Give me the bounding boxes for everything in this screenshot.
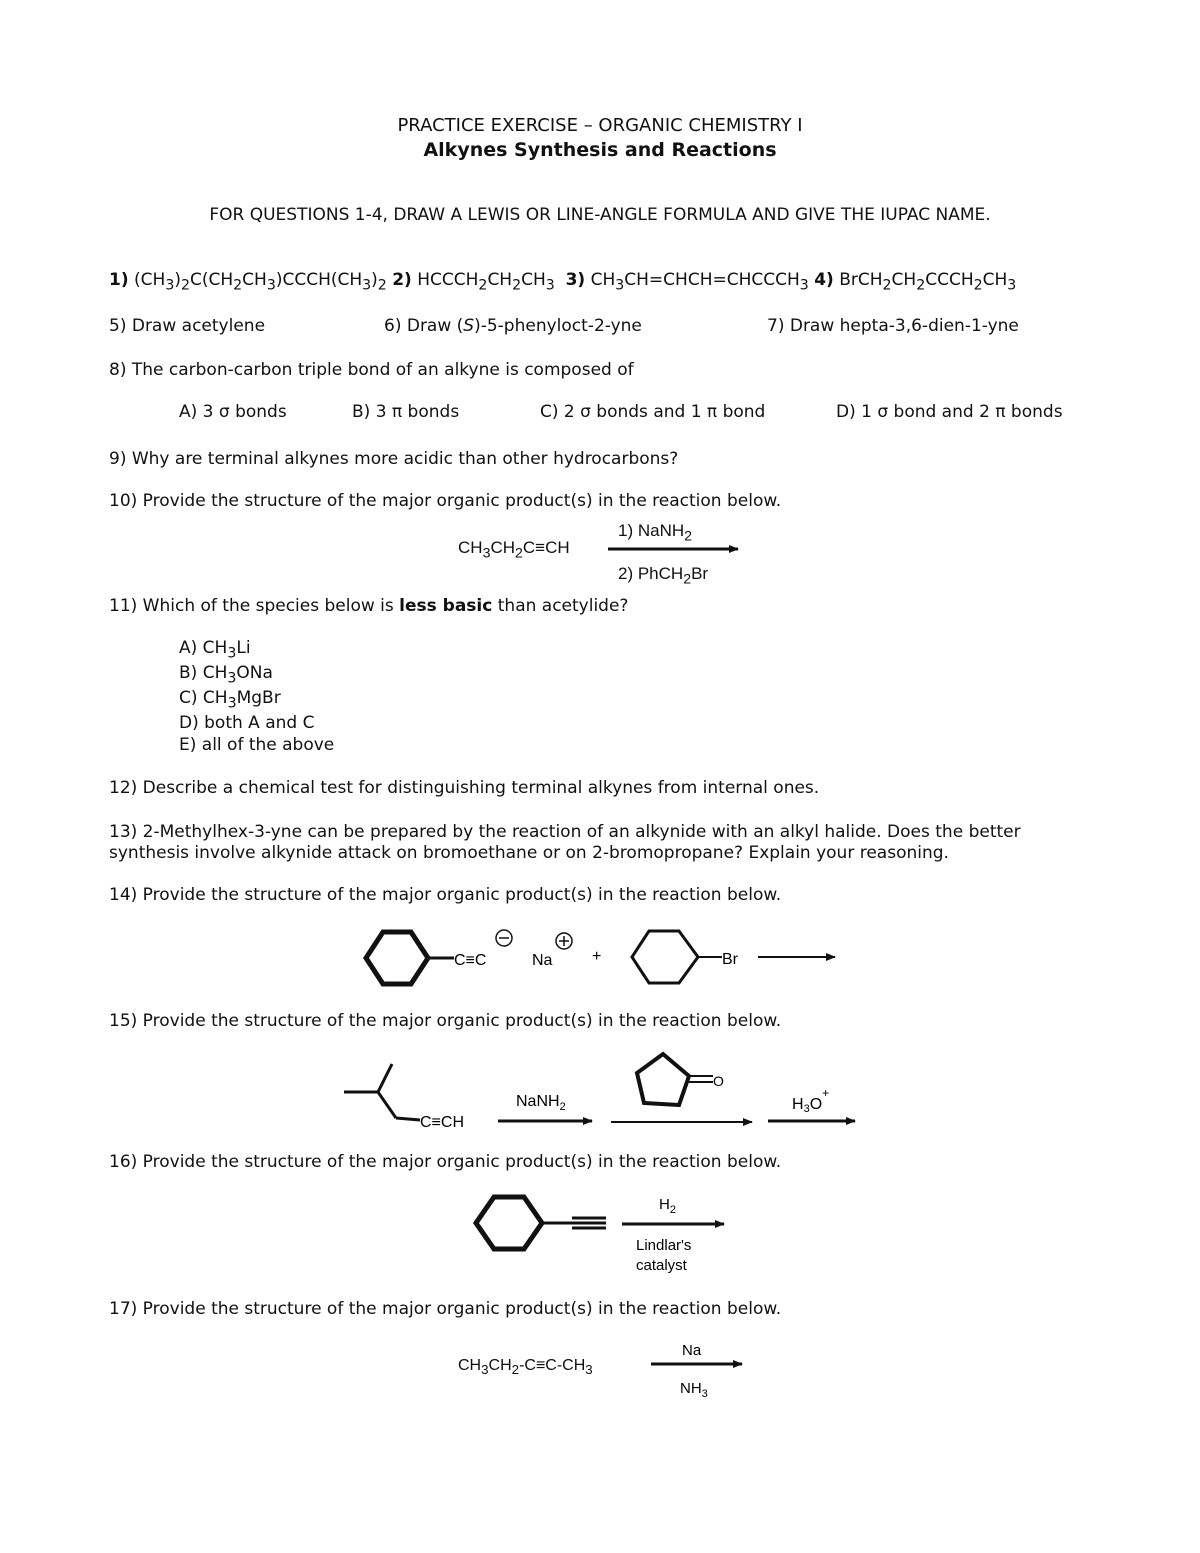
q10-reagent-2: 2) PhCH$_2$Br (618, 564, 709, 588)
q1-number: 1) (109, 270, 129, 290)
q17-text: 17) Provide the structure of the major organic product(s) in the reaction below. (109, 1299, 782, 1319)
q9-text: 9) Why are terminal alkynes more acidic than other hydrocarbons? (109, 449, 679, 469)
q16-reagent-top: $H_2$ (659, 1196, 676, 1216)
q10-reagent-1: 1) NaNH$_2$ (618, 521, 692, 545)
q11-option-b: B) $CH_3ONa$ (179, 663, 273, 687)
q14-text: 14) Provide the structure of the major organic product(s) in the reaction below. (109, 885, 782, 905)
q5: 5) Draw acetylene (109, 316, 266, 336)
q15-text: 15) Provide the structure of the major organic product(s) in the reaction below. (109, 1011, 782, 1031)
q15-reagent-3: H3O+ (792, 1086, 830, 1115)
q3-formula: $CH_3CH=CHCH=CHCCCH_3$ (590, 270, 809, 294)
q4-formula: $BrCH_2CH_2CCCH_2CH_3$ (839, 270, 1017, 294)
q15-skeleton-up (378, 1064, 392, 1092)
q11-option-a: A) $CH_3Li$ (179, 638, 251, 662)
q10-reactant: $CH_3CH_2C\equiv CH$ (458, 538, 570, 562)
q16-reagent-bottom-1: Lindlar's (636, 1237, 692, 1254)
q12-text: 12) Describe a chemical test for distinguishing terminal alkynes from internal ones. (109, 778, 820, 798)
page-subtitle: Alkynes Synthesis and Reactions (423, 139, 777, 161)
q13-line-1: 13) 2-Methylhex-3-yne can be prepared by the reaction of an alkynide with an alkyl halide. Does the better (109, 822, 1021, 842)
q2-number: 2) (392, 270, 412, 290)
q13-line-2: synthesis involve alkynide attack on bromoethane or on 2-bromopropane? Explain your reasoning. (109, 843, 949, 863)
q8-text: 8) The carbon-carbon triple bond of an alkyne is composed of (109, 360, 634, 380)
q14-alkynide-label: C≡C (454, 952, 487, 969)
q15-oxygen-label: O (713, 1073, 724, 1089)
q15-cyclopentanone-ring (637, 1054, 689, 1105)
q14-sodium-label: Na (532, 952, 553, 969)
q2-formula: $HCCCH_2CH_2CH_3$ (417, 270, 555, 294)
q15-skeleton-down (378, 1092, 396, 1118)
q16-cyclohexyl-ring (476, 1197, 542, 1249)
q8-option-d: D) 1 σ bond and 2 π bonds (836, 402, 1063, 422)
q16-text: 16) Provide the structure of the major organic product(s) in the reaction below. (109, 1152, 782, 1172)
q11-text: 11) Which of the species below is less basic than acetylide? (109, 596, 629, 616)
q1-formula: $(CH_3)_2C(CH_2CH_3)CCCH(CH_3)_2$ (134, 270, 387, 294)
q16-reagent-bottom-2: catalyst (636, 1257, 687, 1274)
q10-text: 10) Provide the structure of the major organic product(s) in the reaction below. (109, 491, 782, 511)
q8-option-b: B) 3 π bonds (352, 402, 460, 422)
q14-plus-sign: + (592, 948, 602, 965)
q4-number: 4) (814, 270, 834, 290)
q7: 7) Draw hepta-3,6-dien-1-yne (767, 316, 1019, 336)
q17-reagent-top: Na (682, 1342, 702, 1359)
q14-cyclohexane-ring (632, 931, 698, 983)
q15-reagent-1: NaNH$_2$ (516, 1093, 566, 1113)
q8-option-c: C) 2 σ bonds and 1 π bond (540, 402, 766, 422)
q14-cyclohexyl-ring (366, 932, 428, 984)
page-title: PRACTICE EXERCISE – ORGANIC CHEMISTRY I (397, 115, 803, 136)
q17-reagent-bottom: $NH_3$ (680, 1380, 708, 1400)
q11-option-e: E) all of the above (179, 735, 335, 755)
q15-alkyne-label: C≡CH (420, 1114, 464, 1131)
q15-skeleton-right (396, 1118, 420, 1120)
q17-reactant: $CH_3CH_2-C\equiv C-CH_3$ (458, 1357, 593, 1378)
q8-option-a: A) 3 σ bonds (179, 402, 287, 422)
q11-option-d: D) both A and C (179, 713, 315, 733)
q14-bromine-label: Br (722, 951, 738, 968)
q11-option-c: C) $CH_3MgBr$ (179, 688, 281, 712)
q3-number: 3) (565, 270, 586, 290)
q6: 6) Draw (S)-5-phenyloct-2-yne (384, 316, 642, 336)
instructions: FOR QUESTIONS 1-4, DRAW A LEWIS OR LINE-ANGLE FORMULA AND GIVE THE IUPAC NAME. (209, 205, 991, 225)
